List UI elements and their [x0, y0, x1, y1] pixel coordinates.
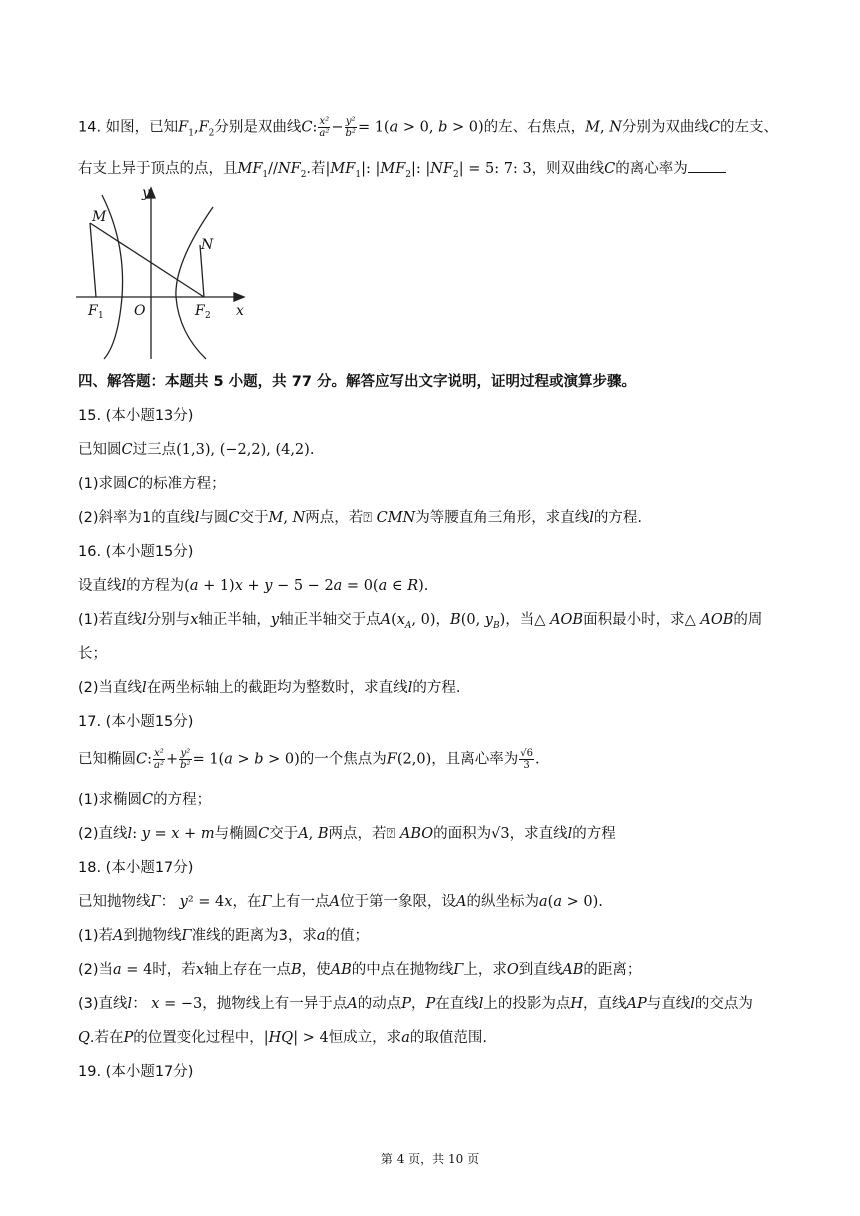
q17-part2: (2)直线l: y = x + m与椭圆C交于A, B两点，若⍰ ABO的面积为√3，求直线l的方程	[78, 826, 616, 842]
section-heading: 四、解答题：本题共 5 小题，共 77 分。解答应写出文字说明，证明过程或演算步骤。	[78, 374, 636, 390]
q16-part1-cont: 长；	[78, 646, 107, 662]
q15-part1: (1)求圆C的标准方程；	[78, 476, 226, 492]
q16-stem: 设直线l的方程为(a + 1)x + y − 5 − 2a = 0(a ∈ R).	[78, 578, 429, 594]
point-F2-label: F	[195, 303, 205, 319]
q17-stem: 已知椭圆C: $\frac{\text{x²}}{\text{a²}}$ + $\frac{\text{y²}}{\text{b²}}$ = 1(a > b > 0)的一个焦点为F(2,0)，且离心率为 $\frac{√6}{3}$ .	[78, 748, 540, 771]
hyperbola-figure	[76, 183, 248, 361]
point-M-label: M	[92, 209, 107, 225]
q17-part1: (1)求椭圆C的方程；	[78, 792, 212, 808]
q16-part1: (1)若直线l分别与x轴正半轴，y轴正半轴交于点$A(x_A$, 0)，B(0, $y_B$)，当△ AOB面积最小时，求△ AOB的周	[78, 612, 763, 631]
q18-part2: (2)当a = 4时，若x轴上存在一点B，使AB的中点在抛物线Γ上，求O到直线AB的距离；	[78, 962, 642, 978]
q17-head: 17. (本小题15分)	[78, 714, 194, 730]
point-N-label: N	[201, 237, 214, 253]
q18-part3: (3)直线l： x = −3，抛物线上有一异于点A的动点P，P在直线l上的投影为点H，直线AP与直线l的交点为	[78, 996, 753, 1012]
q18-part1: (1)若A到抛物线Γ准线的距离为3，求a的值；	[78, 928, 369, 944]
answer-blank	[688, 158, 726, 173]
q15-stem: 已知圆C过三点(1,3), (−2,2), (4,2).	[78, 442, 315, 458]
svg-text:1: 1	[98, 311, 104, 321]
q18-stem: 已知抛物线Γ： y² = 4x，在Γ上有一点A位于第一象限，设A的纵坐标为a(a > 0).	[78, 894, 603, 910]
q16-head: 16. (本小题15分)	[78, 544, 194, 560]
q18-part3-cont: Q.若在P的位置变化过程中，|HQ| > 4恒成立，求a的取值范围.	[78, 1030, 487, 1046]
q16-part2: (2)当直线l在两坐标轴上的截距均为整数时，求直线l的方程.	[78, 680, 461, 696]
q19-head: 19. (本小题17分)	[78, 1064, 194, 1080]
x-axis-label: x	[236, 303, 244, 319]
svg-text:2: 2	[205, 311, 211, 321]
q14-line-2: 右支上异于顶点的点，且$MF_1//NF_2$.若$|MF_1|$: $|MF_2|$: $|NF_2| = 5$: 7: 3，则双曲线C的离心率为	[78, 158, 726, 185]
page-footer: 第 4 页，共 10 页	[380, 1152, 480, 1166]
q15-part2: (2)斜率为1的直线l与圆C交于M, N两点，若⍰ CMN为等腰直角三角形，求直线l的方程.	[78, 510, 642, 526]
q14-line-1: 14. 如图，已知$F_1,F_2$分别是双曲线C: $\frac{\text{x²}}{\text{a²}}$ − $\frac{\text{y²}}{\text{b²}}$ = 1(a > 0, b > 0)的左、右焦点，M, N分别为双曲线C的左支、	[78, 116, 778, 139]
y-axis-label: y	[142, 185, 150, 201]
q18-head: 18. (本小题17分)	[78, 860, 194, 876]
q15-head: 15. (本小题13分)	[78, 408, 194, 424]
point-F1-label: F	[88, 303, 98, 319]
origin-label: O	[134, 303, 146, 319]
